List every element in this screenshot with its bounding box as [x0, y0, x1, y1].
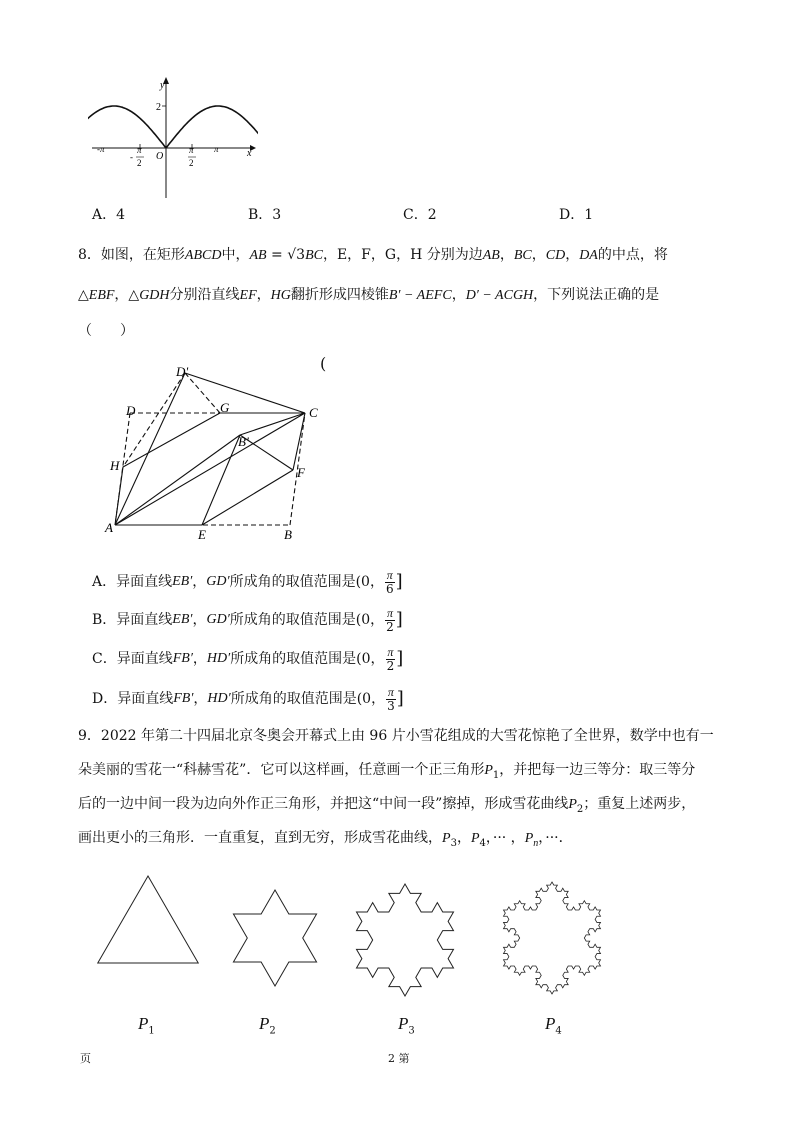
label-d: D — [126, 403, 136, 418]
function-graph — [88, 72, 258, 202]
tick-label-neg-pi: -π — [97, 144, 105, 154]
q9-stem-line-3: 后的一边中间一段为边向外作正三角形，并把这“中间一段”擦掉，形成雪花曲线$P_2$；重复上述两步， — [78, 796, 696, 815]
q7-option-b: B．3 — [248, 207, 282, 223]
label-c: C — [309, 405, 318, 420]
koch-snowflake-figure — [90, 862, 620, 1007]
tick-label-neg-sign: - — [130, 152, 133, 162]
tick-label-neg-half-pi-den: 2 — [137, 158, 142, 168]
q7-option-d: D．1 — [559, 207, 594, 223]
footer-page-number: 2 第 — [388, 1052, 410, 1065]
stray-paren: ( — [320, 354, 327, 373]
label-e: E — [198, 527, 206, 542]
function-curve — [88, 106, 258, 202]
snowflake-p2 — [233, 890, 316, 986]
snowflake-p4 — [504, 882, 601, 994]
tick-label-half-pi-num: π — [189, 145, 194, 155]
q8-answer-paren: （ ） — [78, 323, 134, 339]
label-f: F — [297, 465, 305, 480]
tick-label-neg-half-pi-num: π — [137, 145, 142, 155]
caption-p3: $P_3$ — [398, 1014, 415, 1037]
q9-stem-line-1: 9．2022 年第二十四届北京冬奥会开幕式上由 96 片小雪花组成的大雪花惊艳了全世界，数学中也有一 — [78, 728, 714, 744]
x-axis-label: x — [247, 148, 252, 159]
label-b: B — [284, 527, 292, 542]
caption-p1: $P_1$ — [138, 1014, 155, 1037]
label-d-prime: D' — [176, 364, 189, 379]
footer-left: 页 — [80, 1052, 91, 1065]
q8-stem-line-2: △EBF，△GDH分别沿直线EF，HG翻折形成四棱锥B′ − AEFC，D′ − ACGH，下列说法正确的是 — [78, 287, 660, 303]
tick-label-pi: π — [214, 144, 219, 154]
caption-p4: $P_4$ — [545, 1014, 562, 1037]
q8-option-c: C．异面直线 FB′ ， HD′ 所成角的取值范围是(0， $\frac{\pi}{2}$ ] — [92, 644, 404, 673]
label-a: A — [105, 520, 113, 535]
tick-label-2: 2 — [156, 102, 161, 113]
y-axis-label: y — [160, 80, 165, 91]
pyramid-figure — [100, 355, 340, 545]
q8-option-d: D．异面直线 FB′ ， HD′ 所成角的取值范围是(0， $\frac{\pi}{3}$ ] — [92, 684, 404, 713]
label-h: H — [110, 458, 120, 473]
snowflake-p3 — [357, 884, 454, 996]
q8-option-a: A．异面直线 EB′ ， GD′ 所成角的取值范围是(0， $\frac{\pi}{6}$ ] — [92, 567, 403, 596]
snowflake-p1 — [98, 876, 198, 963]
q7-option-c: C．2 — [403, 207, 437, 223]
label-b-prime: B' — [238, 434, 249, 449]
q7-option-a: A．4 — [92, 207, 126, 223]
origin-label: O — [156, 151, 164, 162]
caption-p2: $P_2$ — [259, 1014, 276, 1037]
q8-option-b: B．异面直线 EB′ ， GD′ 所成角的取值范围是(0， $\frac{\pi}{2}$ ] — [92, 605, 403, 634]
q9-stem-line-4: 画出更小的三角形．一直重复，直到无穷，形成雪花曲线，$P_3$，$P_4$，··· ，$P_n$，···． — [78, 830, 573, 849]
label-g: G — [220, 400, 230, 415]
q9-stem-line-2: 朵美丽的雪花一“科赫雪花”．它可以这样画，任意画一个正三角形$P_1$，并把每一边三等分：取三等分 — [78, 762, 696, 781]
q8-stem-line-1: 8．如图，在矩形ABCD中，AB = √3BC，E，F，G，H 分别为边AB，BC，CD，DA的中点，将 — [78, 247, 668, 263]
tick-label-half-pi-den: 2 — [189, 158, 194, 168]
